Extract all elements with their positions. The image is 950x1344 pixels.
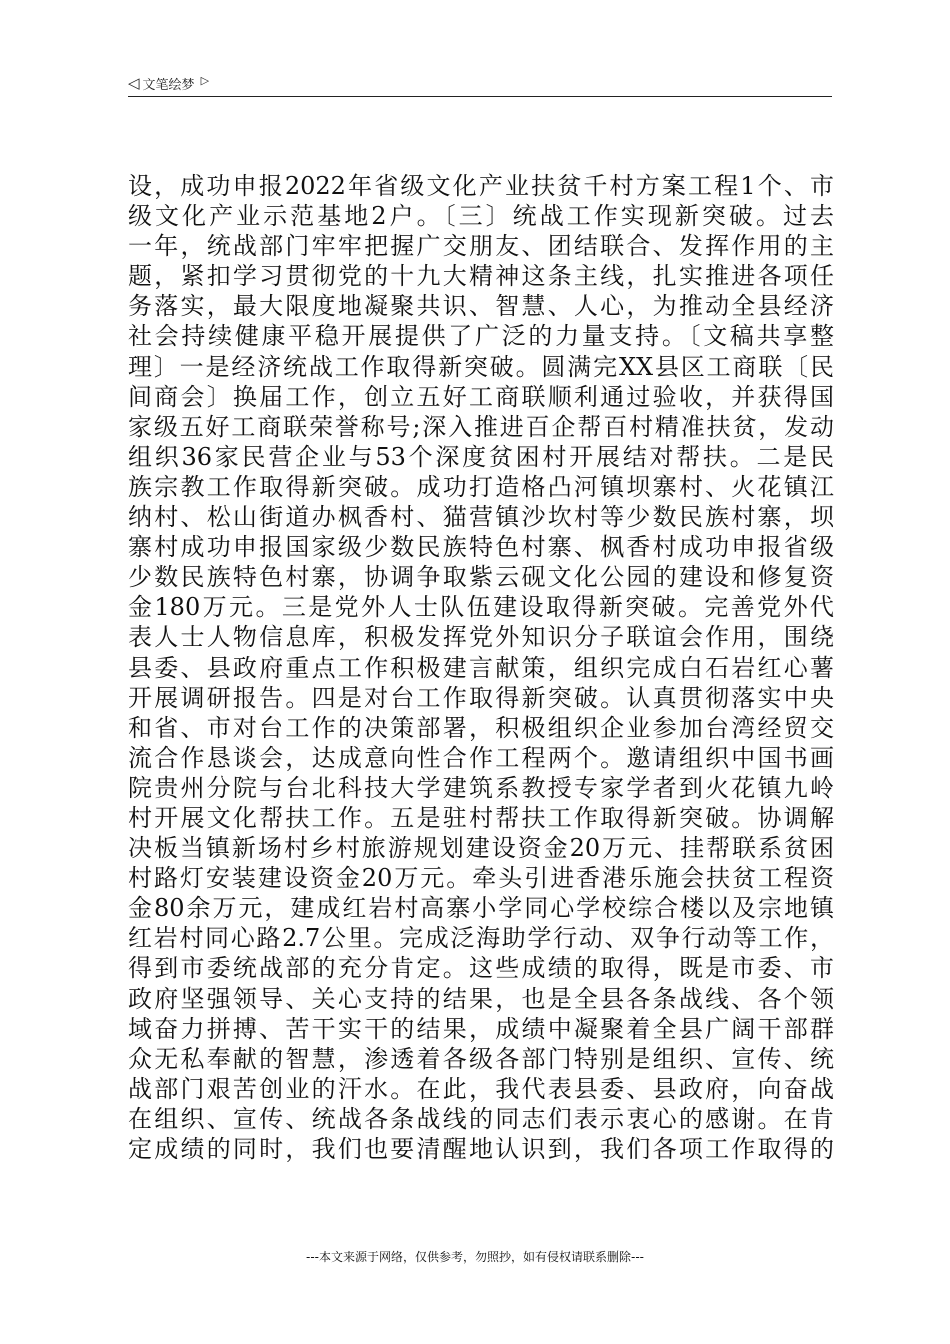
left-triangle-icon: ◁ — [128, 74, 140, 92]
right-triangle-icon: ▷ — [200, 74, 210, 87]
body-line: 组织36家民营企业与53个深度贫困村开展结对帮扶。二是民 — [128, 442, 834, 471]
body-line: 表人士人物信息库，积极发挥党外知识分子联谊会作用，围绕 — [128, 623, 834, 652]
body-line: 理〕一是经济统战工作取得新突破。圆满完XX县区工商联〔民 — [128, 352, 834, 381]
body-line: 设，成功申报2022年省级文化产业扶贫千村方案工程1个、市 — [128, 172, 834, 200]
header-title: 文笔绘梦 — [142, 78, 195, 93]
body-line: 家级五好工商联荣誉称号;深入推进百企帮百村精准扶贫，发动 — [128, 412, 834, 441]
body-line: 寨村成功申报国家级少数民族特色村寨、枫香村成功申报省级 — [128, 533, 834, 562]
body-line: 在组织、宣传、统战各条战线的同志们表示衷心的感谢。在肯 — [128, 1104, 834, 1133]
document-body — [128, 171, 834, 1164]
body-line: 域奋力拼搏、苦干实干的结果，成绩中凝聚着全县广阔干部群 — [128, 1014, 834, 1043]
body-line: 村开展文化帮扶工作。五是驻村帮扶工作取得新突破。协调解 — [128, 803, 834, 832]
body-line: 政府坚强领导、关心支持的结果，也是全县各条战线、各个领 — [128, 984, 834, 1013]
body-line: 金80余万元，建成红岩村高寨小学同心学校综合楼以及宗地镇 — [128, 894, 834, 923]
body-line: 村路灯安装建设资金20万元。牵头引进香港乐施会扶贫工程资 — [128, 864, 834, 893]
body-line: 红岩村同心路2.7公里。完成泛海助学行动、双争行动等工作， — [128, 924, 834, 953]
body-line: 族宗教工作取得新突破。成功打造格凸河镇坝寨村、火花镇江 — [128, 472, 834, 501]
body-line: 间商会〕换届工作，创立五好工商联顺利通过验收，并获得国 — [128, 382, 834, 411]
body-line: 一年，统战部门牢牢把握广交朋友、团结联合、发挥作用的主 — [128, 232, 834, 261]
body-line: 流合作恳谈会，达成意向性合作工程两个。邀请组织中国书画 — [128, 743, 834, 772]
header-brand — [128, 74, 209, 93]
body-line: 少数民族特色村寨，协调争取紫云砚文化公园的建设和修复资 — [128, 563, 834, 592]
body-line: 战部门艰苦创业的汗水。在此，我代表县委、县政府，向奋战 — [128, 1074, 834, 1103]
body-line: 和省、市对台工作的决策部署，积极组织企业参加台湾经贸交 — [128, 713, 834, 742]
body-line: 得到市委统战部的充分肯定。这些成绩的取得，既是市委、市 — [128, 954, 834, 983]
body-line: 院贵州分院与台北科技大学建筑系教授专家学者到火花镇九岭 — [128, 773, 834, 802]
body-line: 定成绩的同时，我们也要清醒地认识到，我们各项工作取得的 — [128, 1135, 834, 1163]
body-line: 县委、县政府重点工作积极建言献策，组织完成白石岩红心薯 — [128, 653, 834, 682]
body-line: 务落实，最大限度地凝聚共识、智慧、人心，为推动全县经济 — [128, 292, 834, 321]
body-line: 众无私奉献的智慧，渗透着各级各部门特别是组织、宣传、统 — [128, 1044, 834, 1073]
body-line: 开展调研报告。四是对台工作取得新突破。认真贯彻落实中央 — [128, 683, 834, 712]
body-line: 级文化产业示范基地2户。〔三〕统战工作实现新突破。过去 — [128, 202, 834, 231]
page-header — [128, 72, 832, 97]
body-line: 社会持续健康平稳开展提供了广泛的力量支持。〔文稿共享整 — [128, 322, 834, 351]
footer-disclaimer: ---本文来源于网络，仅供参考，勿照抄，如有侵权请联系删除--- — [306, 1250, 644, 1264]
body-line: 纳村、松山街道办枫香村、猫营镇沙坎村等少数民族村寨，坝 — [128, 503, 834, 532]
body-line: 题，紧扣学习贯彻党的十九大精神这条主线，扎实推进各项任 — [128, 262, 834, 291]
body-line: 决板当镇新场村乡村旅游规划建设资金20万元、挂帮联系贫困 — [128, 834, 834, 863]
body-line: 金180万元。三是党外人士队伍建设取得新突破。完善党外代 — [128, 593, 834, 622]
